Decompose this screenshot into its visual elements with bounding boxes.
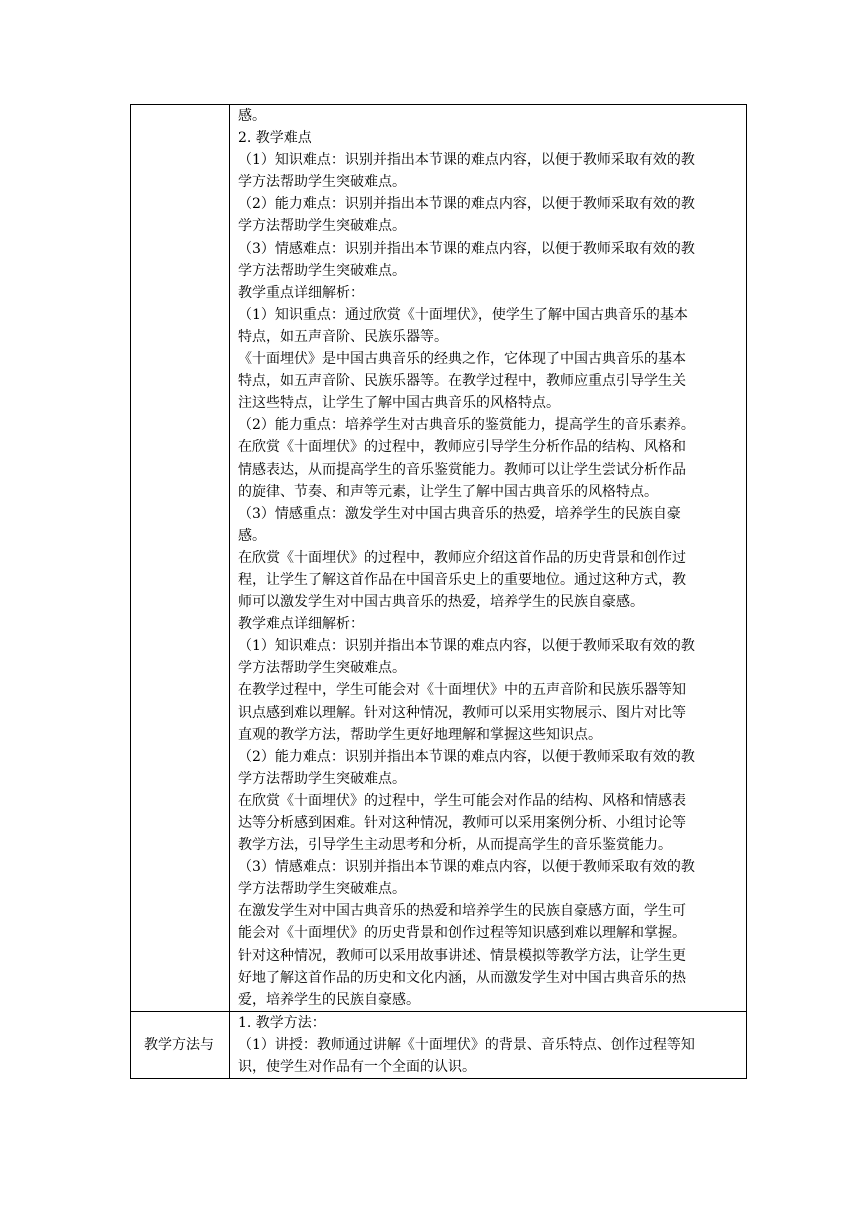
text-line: 特点，如五声音阶、民族乐器等。在教学过程中，教师应重点引导学生关 [238,373,686,390]
text-line: （2）能力难点：识别并指出本节课的难点内容，以便于教师采取有效的教 [238,196,695,213]
text-line: 教学重点详细解析： [238,284,364,301]
text-line: 好地了解这首作品的历史和文化内涵，从而激发学生对中国古典音乐的热 [238,969,686,986]
text-line: （3）情感难点：识别并指出本节课的难点内容，以便于教师采取有效的教 [238,859,695,876]
text-line: 注这些特点，让学生了解中国古典音乐的风格特点。 [238,395,560,412]
text-line: 学方法帮助学生突破难点。 [238,660,406,677]
text-line: （3）情感重点：激发学生对中国古典音乐的热爱，培养学生的民族自豪 [238,505,681,522]
lesson-plan-table [130,104,747,1079]
table-row [131,105,747,1012]
text-line: 教学方法，引导学生主动思考和分析，从而提高学生的音乐鉴赏能力。 [238,837,672,854]
text-line: 识点感到难以理解。针对这种情况，教师可以采用实物展示、图片对比等 [238,704,686,721]
text-line: 能会对《十面埋伏》的历史背景和创作过程等知识感到难以理解和掌握。 [238,925,686,942]
text-line: 2. 教学难点 [238,130,312,147]
text-line: 在欣赏《十面埋伏》的过程中，教师应介绍这首作品的历史背景和创作过 [238,549,686,566]
left-cell-label [131,1011,230,1078]
text-line: 学方法帮助学生突破难点。 [238,770,406,787]
text-line: 感。 [238,527,266,544]
text-line: （2）能力难点：识别并指出本节课的难点内容，以便于教师采取有效的教 [238,748,695,765]
table-row [131,1011,747,1078]
text-line: 学方法帮助学生突破难点。 [238,262,406,279]
text-line: 爱，培养学生的民族自豪感。 [238,991,420,1008]
content-cell [230,1011,747,1078]
text-line: 《十面埋伏》是中国古典音乐的经典之作，它体现了中国古典音乐的基本 [238,351,686,368]
text-line: 达等分析感到困难。针对这种情况，教师可以采用案例分析、小组讨论等 [238,815,686,831]
text-line: （1）知识重点：通过欣赏《十面埋伏》，使学生了解中国古典音乐的基本 [238,306,688,323]
text-line: 在欣赏《十面埋伏》的过程中，教师应引导学生分析作品的结构、风格和 [238,439,686,456]
text-line: 学方法帮助学生突破难点。 [238,881,406,898]
text-line: 感。 [238,108,266,124]
text-line: 直观的教学方法，帮助学生更好地理解和掌握这些知识点。 [238,726,602,743]
text-line: 识，使学生对作品有一个全面的认识。 [238,1059,476,1076]
text-line: （1）知识难点：识别并指出本节课的难点内容，以便于教师采取有效的教 [238,152,695,169]
text-line: 学方法帮助学生突破难点。 [238,218,406,235]
text-line: 在激发学生对中国古典音乐的热爱和培养学生的民族自豪感方面，学生可 [238,903,686,920]
text-line: 的旋律、节奏、和声等元素，让学生了解中国古典音乐的风格特点。 [238,483,658,500]
text-line: 师可以激发学生对中国古典音乐的热爱，培养学生的民族自豪感。 [238,594,644,611]
text-line: 特点，如五声音阶、民族乐器等。 [238,328,448,345]
left-cell-empty [131,105,230,1012]
text-line: （1）讲授：教师通过讲解《十面埋伏》的背景、音乐特点、创作过程等知 [238,1036,695,1053]
difficulty-analysis-text [230,105,746,1011]
text-line: （1）知识难点：识别并指出本节课的难点内容，以便于教师采取有效的教 [238,638,695,655]
text-line: 教学难点详细解析： [238,616,364,633]
row-label: 教学方法与 [144,1036,214,1053]
text-line: 在教学过程中，学生可能会对《十面埋伏》中的五声音阶和民族乐器等知 [238,682,686,699]
text-line: 针对这种情况，教师可以采用故事讲述、情景模拟等教学方法，让学生更 [238,947,686,964]
text-line: （3）情感难点：识别并指出本节课的难点内容，以便于教师采取有效的教 [238,240,695,257]
text-line: 程，让学生了解这首作品在中国音乐史上的重要地位。通过这种方式，教 [238,571,686,588]
text-line: 情感表达，从而提高学生的音乐鉴赏能力。教师可以让学生尝试分析作品 [238,461,686,478]
text-line: 在欣赏《十面埋伏》的过程中，学生可能会对作品的结构、风格和情感表 [238,792,686,809]
content-cell [230,105,747,1012]
text-line: 1. 教学方法： [238,1014,326,1031]
teaching-methods-text [230,1012,746,1078]
text-line: 学方法帮助学生突破难点。 [238,174,406,191]
text-line: （2）能力重点：培养学生对古典音乐的鉴赏能力，提高学生的音乐素养。 [238,417,695,434]
